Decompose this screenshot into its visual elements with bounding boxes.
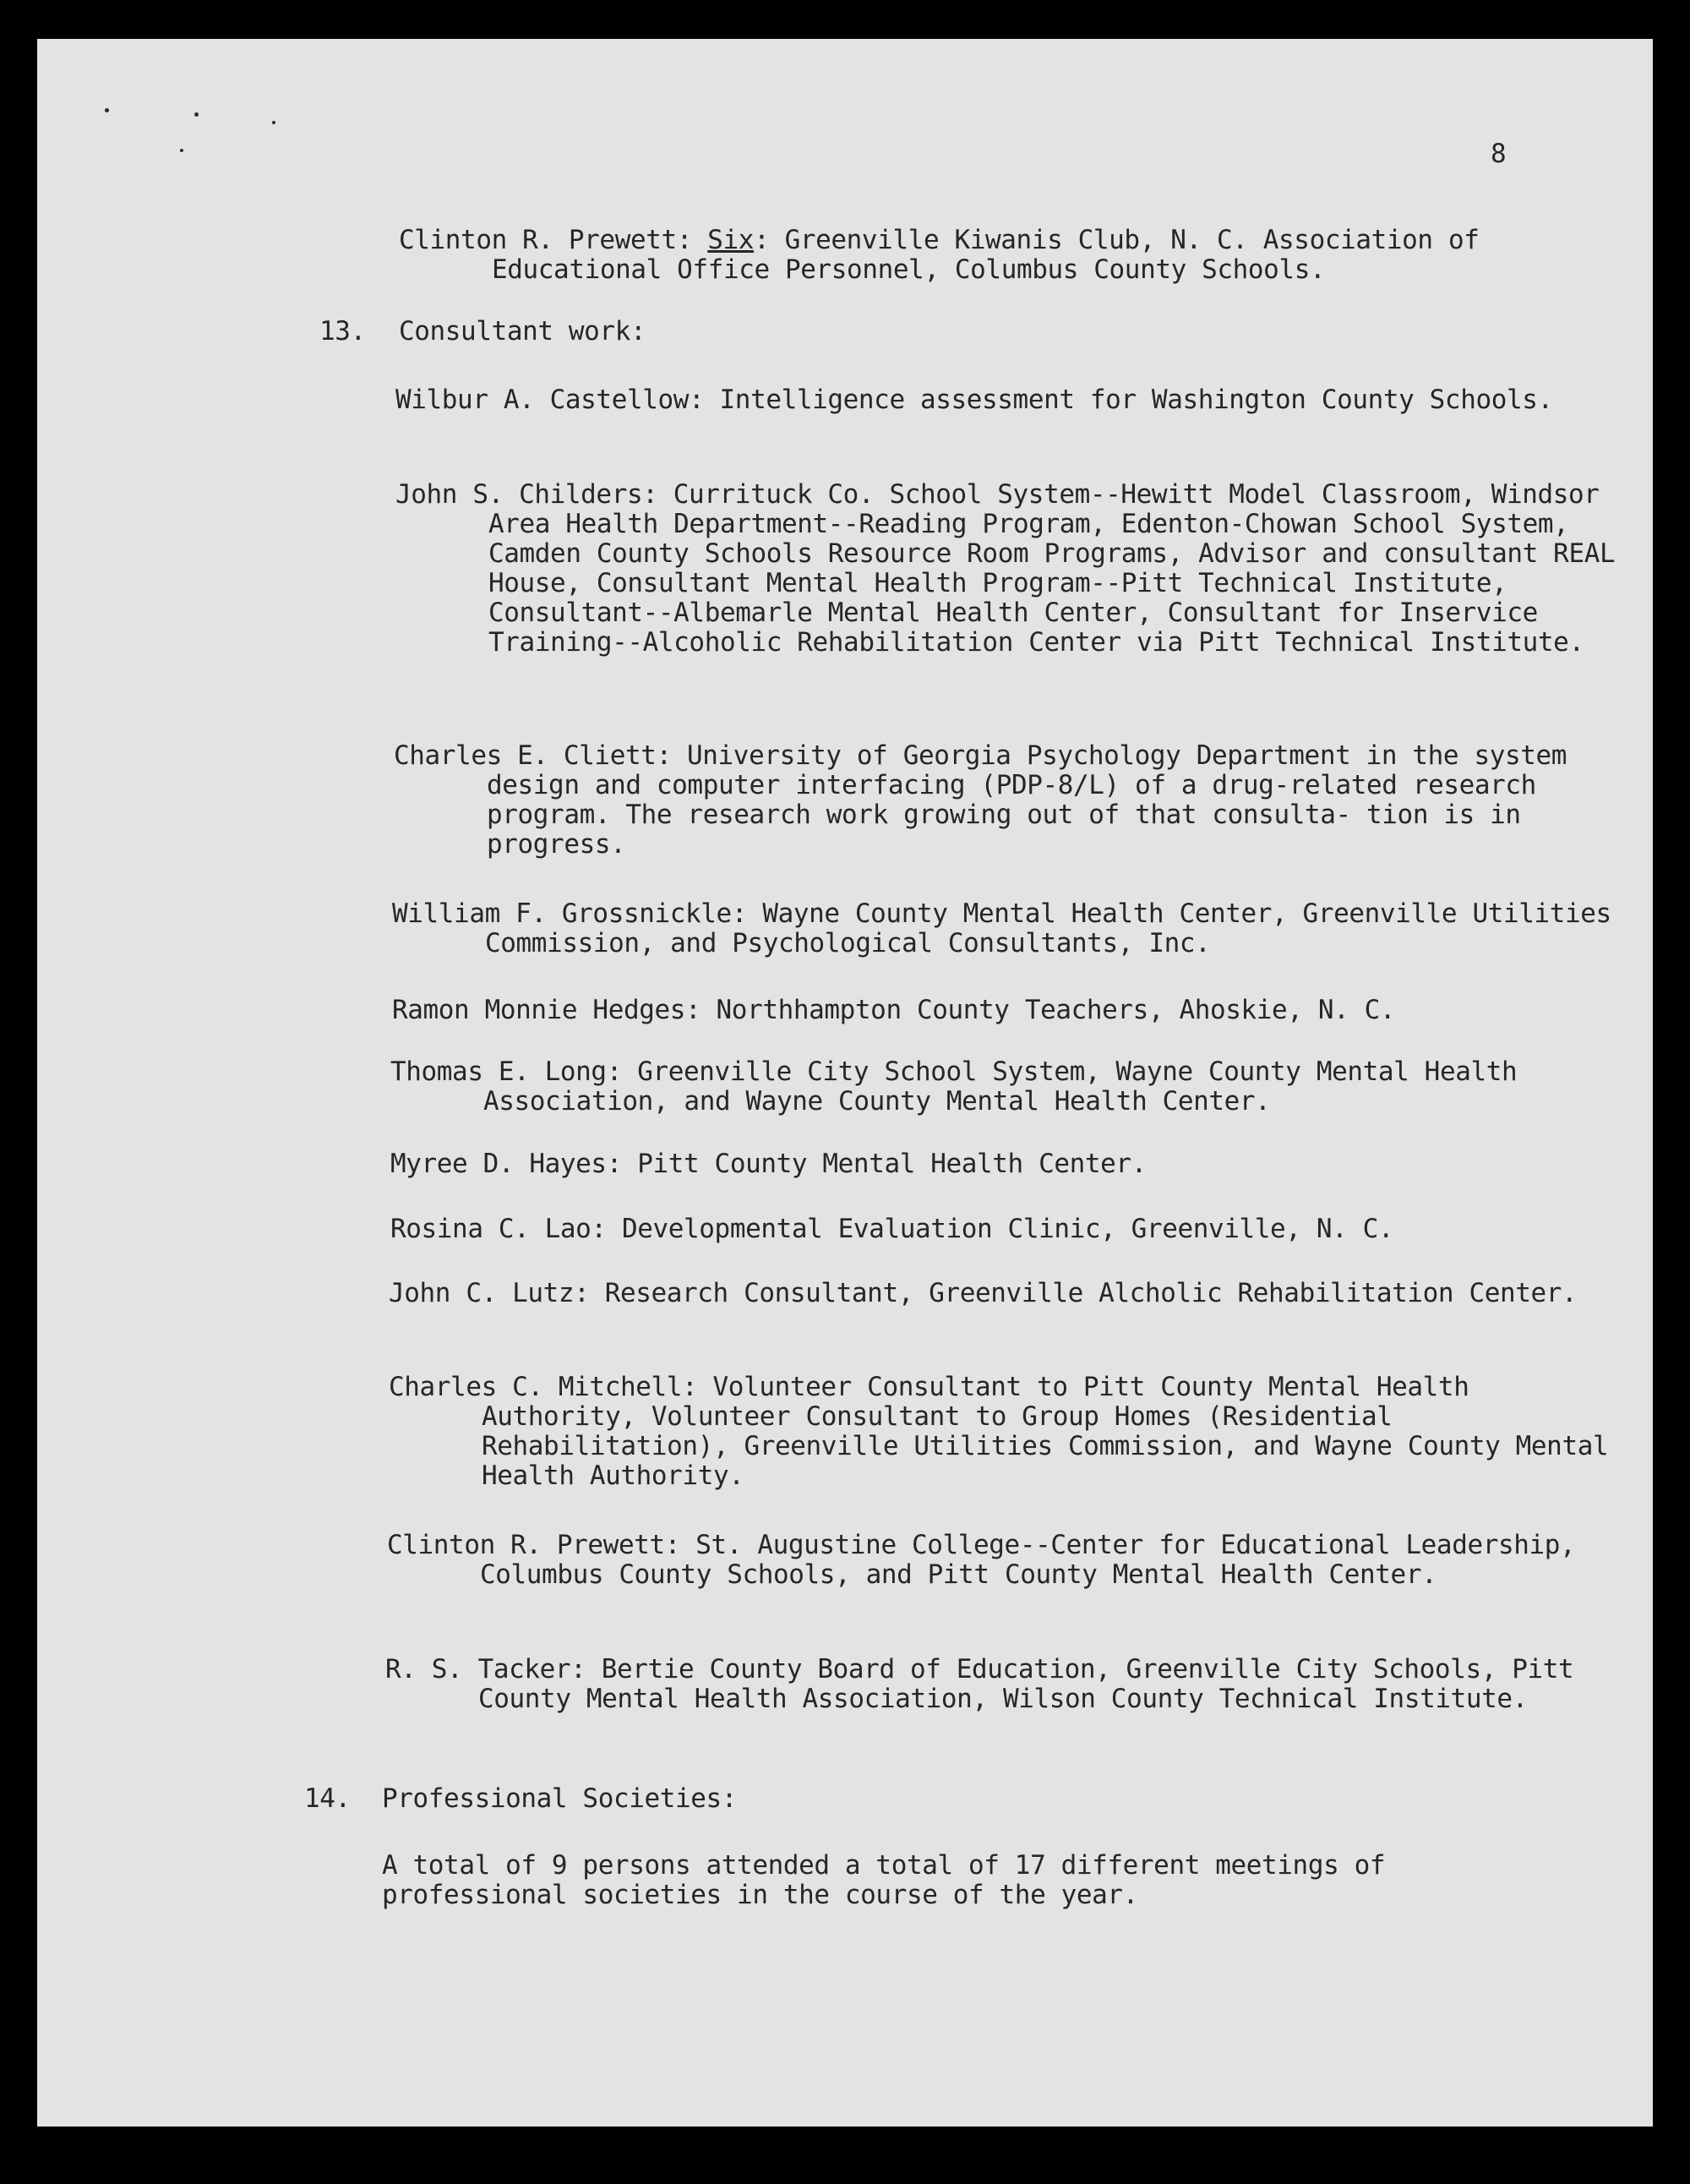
entry-name: Ramon Monnie Hedges:: [392, 995, 701, 1025]
entry-text: Bertie County Board of Education, Greenville City Schools, Pitt County Mental Health Association, Wilson County Technical Institute.: [478, 1654, 1574, 1714]
section-13-number: 13.: [319, 316, 366, 347]
consultant-entry: [392, 899, 1634, 958]
entry-name: John C. Lutz:: [389, 1278, 590, 1308]
entry-text: Greenville City School System, Wayne County Mental Health Association, and Wayne County Mental Health Center.: [483, 1057, 1518, 1117]
scan-speck: [194, 112, 199, 117]
entry-name: Thomas E. Long:: [390, 1057, 622, 1087]
entry-text: Northhampton County Teachers, Ahoskie, N. C.: [716, 995, 1396, 1025]
consultant-entry: [392, 996, 1634, 1025]
entry-text: University of Georgia Psychology Department in the system design and computer interfacing (PDP-8/L) of a drug-related research program. The research work growing out of that consulta- tion is in progress.: [487, 740, 1567, 860]
entry-name: Charles C. Mitchell:: [389, 1372, 698, 1402]
entry-name: Rosina C. Lao:: [390, 1214, 607, 1244]
consultant-entry: [390, 1215, 1633, 1244]
entry-text: Research Consultant, Greenville Alcholic Rehabilitation Center.: [604, 1278, 1578, 1308]
entry-text: Pitt County Mental Health Center.: [637, 1149, 1147, 1179]
section-13-heading: Consultant work:: [399, 316, 646, 347]
section-14-heading: Professional Societies:: [382, 1783, 738, 1814]
consultant-entry: [387, 1531, 1629, 1590]
consultant-entry: [385, 1655, 1627, 1714]
entry-text: : Greenville Kiwanis Club, N. C. Association of Educational Office Personnel, Columbus County Schools.: [492, 225, 1480, 285]
section-14-number: 14.: [304, 1783, 351, 1814]
section-14-paragraph: A total of 9 persons attended a total of 17 different meetings of professional societies in the course of the year.: [382, 1850, 1386, 1910]
entry-name: R. S. Tacker:: [385, 1654, 586, 1684]
consultant-entry: [390, 1149, 1633, 1179]
entry-text: Currituck Co. School System--Hewitt Model Classroom, Windsor Area Health Department--Reading Program, Edenton-Chowan School System, Camden County Schools Resource Room Programs, Advisor and consultant REAL House, Consultant Mental Health Program--Pitt Technical Institute, Consultant--Albemarle Mental Health Center, Consultant for Inservice Training--Alcoholic Rehabilitation Center via Pitt Technical Institute.: [488, 479, 1616, 658]
scan-speck: [180, 149, 183, 152]
consultant-entry: [389, 1279, 1631, 1308]
consultant-entry: [390, 1057, 1633, 1117]
intro-entry: [399, 226, 1641, 285]
page-number: 8: [1491, 139, 1507, 169]
consultant-entry: [389, 1373, 1631, 1491]
entry-name: William F. Grossnickle:: [392, 898, 748, 929]
entry-text: Volunteer Consultant to Pitt County Mental Health Authority, Volunteer Consultant to Group Homes (Residential Rehabilitation), Greenville Utilities Commission, and Wayne County Mental Health Authority.: [482, 1372, 1609, 1491]
entry-name: Wilbur A. Castellow:: [395, 385, 705, 415]
entry-name: John S. Childers:: [395, 479, 658, 510]
consultant-entry: [394, 741, 1636, 860]
entry-text: Developmental Evaluation Clinic, Greenville, N. C.: [621, 1214, 1394, 1244]
entry-text: Wayne County Mental Health Center, Greenville Utilities Commission, and Psychological Consultants, Inc.: [485, 898, 1611, 958]
entry-name: Charles E. Cliett:: [394, 740, 672, 771]
entry-count: Six: [707, 225, 755, 255]
entry-name: Clinton R. Prewett:: [387, 1530, 681, 1560]
entry-text: St. Augustine College--Center for Educational Leadership, Columbus County Schools, and Pitt County Mental Health Center.: [480, 1530, 1576, 1590]
entry-name: Myree D. Hayes:: [390, 1149, 622, 1179]
consultant-entry: [395, 385, 1638, 415]
entry-text: Intelligence assessment for Washington County Schools.: [719, 385, 1553, 415]
entry-name: Clinton R. Prewett:: [399, 225, 693, 255]
consultant-entry: [395, 480, 1638, 658]
scan-speck: [105, 108, 109, 112]
scan-speck: [272, 121, 275, 124]
